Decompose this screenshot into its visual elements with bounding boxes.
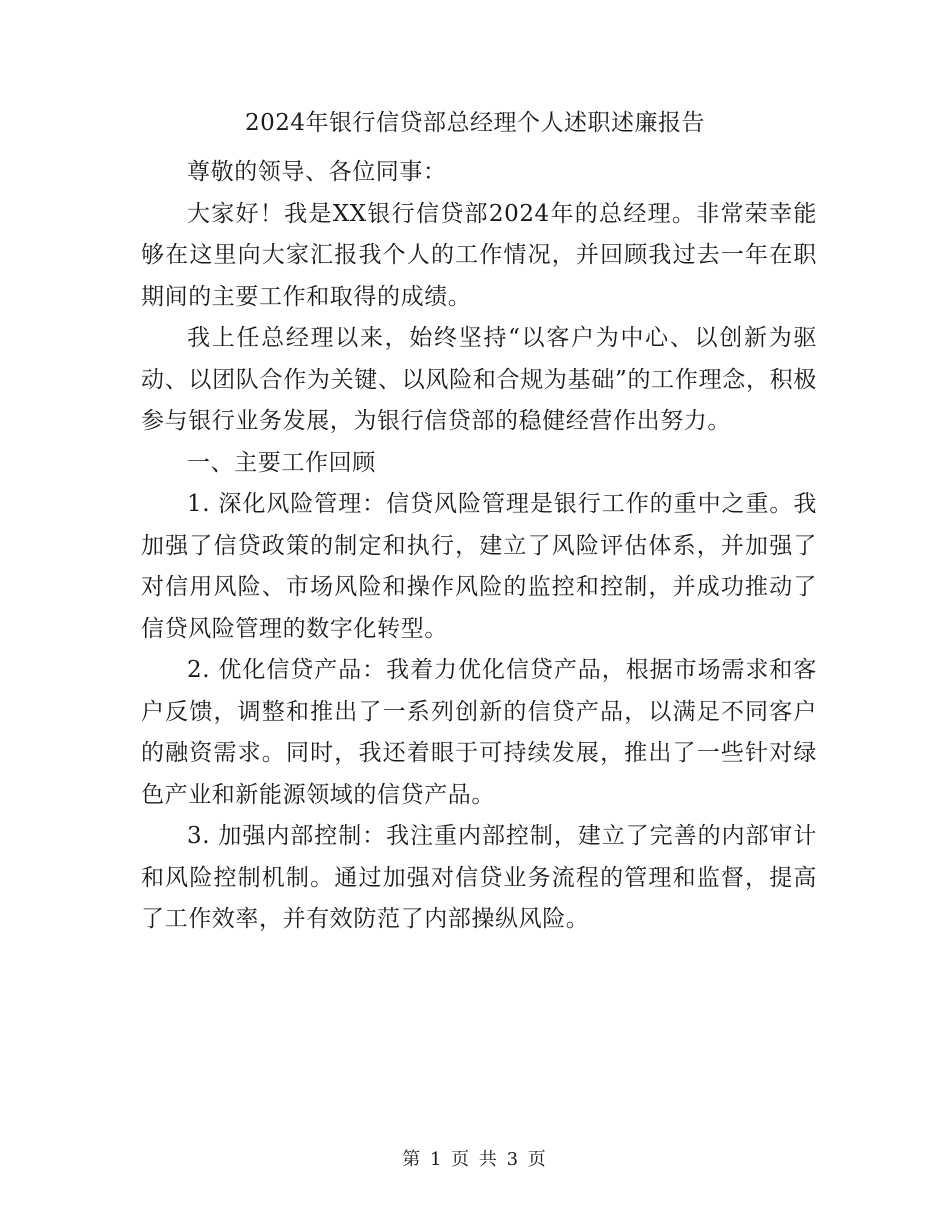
section-heading: 一、主要工作回顾 (187, 449, 376, 476)
document-title: 2024年银行信贷部总经理个人述职述廉报告 (244, 110, 706, 136)
item-internal-control: 3. 加强内部控制：我注重内部控制，建立了完善的内部审计和风险控制机制。通过加强对信贷业务流程的管理和监督，提高了工作效率，并有效防范了内部操纵风险。 (141, 823, 817, 932)
intro-paragraph: 大家好！我是XX银行信贷部2024年的总经理。非常荣幸能够在这里向大家汇报我个人的工作情况，并回顾我过去一年在职期间的主要工作和取得的成绩。 (141, 200, 817, 310)
item-risk-management: 1. 深化风险管理：信贷风险管理是银行工作的重中之重。我加强了信贷政策的制定和执行，建立了风险评估体系，并加强了对信用风险、市场风险和操作风险的监控和控制，并成功推动了信贷风险管理的数字化转型。 (141, 491, 817, 642)
document-body (141, 152, 817, 941)
page-number-footer: 第 1 页 共 3 页 (402, 1149, 548, 1170)
salutation-paragraph: 尊敬的领导、各位同事： (187, 159, 447, 185)
philosophy-paragraph: 我上任总经理以来，始终坚持“以客户为中心、以创新为驱动、以团队合作为关键、以风险和合规为基础”的工作理念，积极参与银行业务发展，为银行信贷部的稳健经营作出努力。 (141, 325, 817, 434)
item-credit-products: 2. 优化信贷产品：我着力优化信贷产品，根据市场需求和客户反馈，调整和推出了一系列创新的信贷产品，以满足不同客户的融资需求。同时，我还着眼于可持续发展，推出了一些针对绿色产业和新能源领域的信贷产品。 (141, 657, 817, 808)
